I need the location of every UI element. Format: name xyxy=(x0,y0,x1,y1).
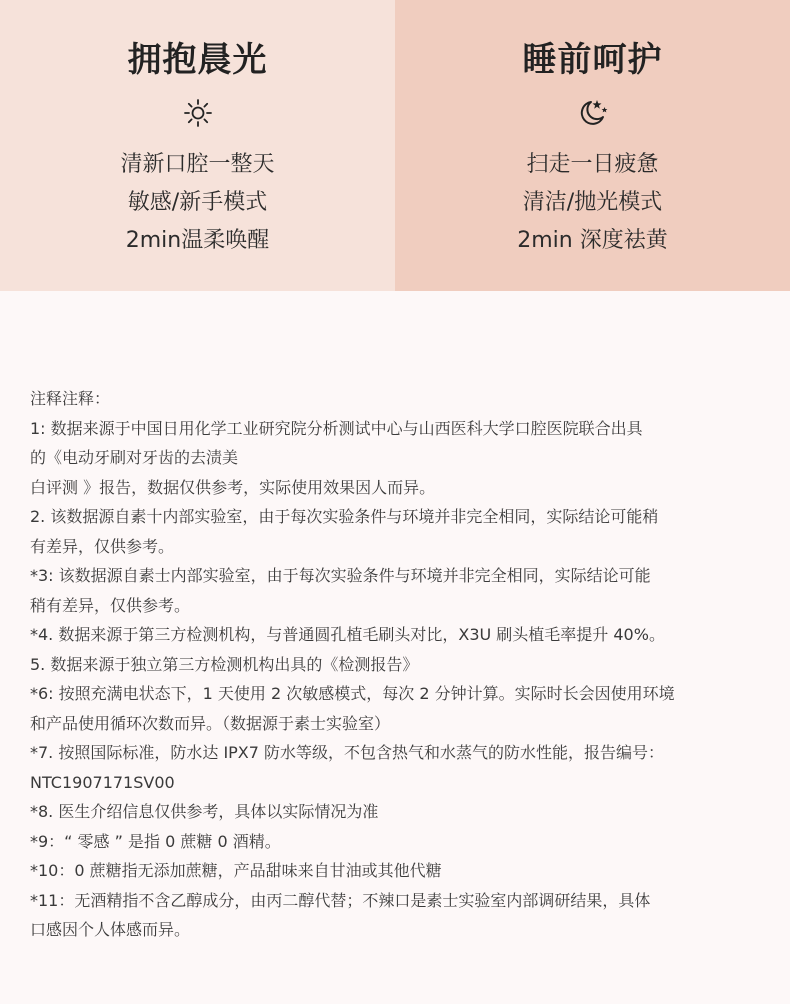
note-line: 2. 该数据源自素十内部实验室，由于每次实验条件与环境并非完全相同，实际结论可能稍 xyxy=(30,507,659,526)
note-line: 有差异，仅供参考。 xyxy=(30,536,175,556)
note-line: 的《电动牙刷对牙齿的去渍美 xyxy=(30,448,239,467)
night-feature-3: 2min 深度祛黄 xyxy=(517,228,668,253)
morning-feature-2: 敏感/新手模式 xyxy=(127,190,268,215)
morning-feature-1: 清新口腔一整天 xyxy=(120,152,275,177)
morning-features xyxy=(120,146,274,260)
morning-title: 拥抱晨光 xyxy=(127,40,268,80)
note-line: 5. 数据来源于独立第三方检测机构出具的《检测报告》 xyxy=(30,654,419,674)
note-line: 和产品使用循环次数而异。（数据源于素士实验室） xyxy=(30,713,391,733)
note-line: *7. 按照国际标准，防水达 IPX7 防水等级，不包含热气和水蒸气的防水性能，报告编号： xyxy=(30,743,665,762)
note-line: NTC1907171SV00 xyxy=(30,772,175,792)
night-feature-2: 清洁/抛光模式 xyxy=(522,190,663,215)
footnotes xyxy=(30,384,762,945)
note-line: *8. 医生介绍信息仅供参考，具体以实际情况为准 xyxy=(30,802,379,821)
morning-panel xyxy=(0,0,395,291)
night-features xyxy=(517,146,667,260)
night-title: 睡前呵护 xyxy=(522,40,663,80)
moon-stars-icon xyxy=(576,96,610,130)
night-feature-1: 扫走一日疲惫 xyxy=(526,152,659,177)
mode-comparison xyxy=(0,0,790,291)
night-panel xyxy=(395,0,790,291)
note-line: 1: 数据来源于中国日用化学工业研究院分析测试中心与山西医科大学口腔医院联合出具 xyxy=(30,418,643,438)
note-line: *6: 按照充满电状态下，1 天使用 2 次敏感模式，每次 2 分钟计算。实际时长会因使用环境 xyxy=(30,684,675,703)
note-line: *9：“ 零感 ” 是指 0 蔗糖 0 酒精。 xyxy=(30,831,281,851)
note-line: *3: 该数据源自素士内部实验室，由于每次实验条件与环境并非完全相同，实际结论可能 xyxy=(30,566,651,585)
note-line: 白评测 》报告，数据仅供参考，实际使用效果因人而异。 xyxy=(30,477,436,497)
note-line: *11：无酒精指不含乙醇成分，由丙二醇代替；不辣口是素士实验室内部调研结果，具体 xyxy=(30,890,651,910)
morning-feature-3: 2min温柔唤醒 xyxy=(125,228,270,253)
notes-heading: 注释注释： xyxy=(30,389,111,408)
note-line: 稍有差异，仅供参考。 xyxy=(30,595,191,615)
note-line: *10：0 蔗糖指无添加蔗糖，产品甜味来自甘油或其他代糖 xyxy=(30,861,442,880)
note-line: 口感因个人体感而异。 xyxy=(30,920,191,939)
note-line: *4. 数据来源于第三方检测机构，与普通圆孔植毛刷头对比，X3U 刷头植毛率提升 40%。 xyxy=(30,625,665,644)
sun-icon xyxy=(181,96,215,130)
